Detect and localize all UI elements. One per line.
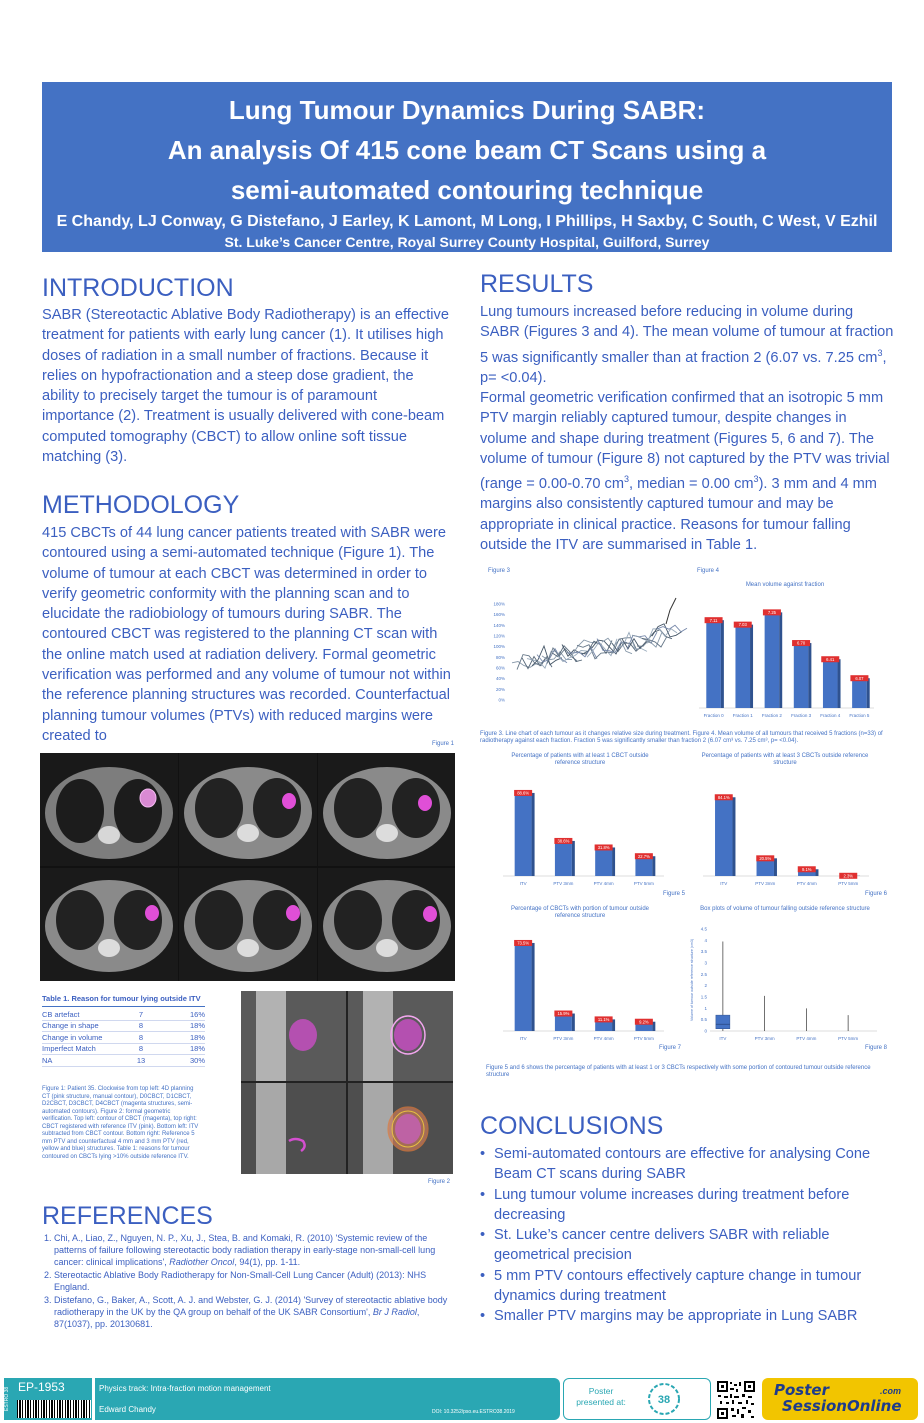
tick-label: PTV 5mm bbox=[838, 881, 859, 886]
methodology-heading: METHODOLOGY bbox=[42, 491, 240, 519]
poster-title-line-2: An analysis Of 415 cone beam CT Scans using a bbox=[167, 135, 767, 165]
y-tick-label: 160% bbox=[493, 612, 505, 618]
y-tick-label: 0 bbox=[704, 1028, 707, 1034]
tick-label: PTV 3mm bbox=[553, 881, 574, 886]
bar-side bbox=[808, 643, 811, 708]
footer-track: Physics track: Intra-fraction motion management bbox=[99, 1384, 271, 1393]
figure-1-label: Figure 1 bbox=[432, 741, 455, 747]
tick-label: PTV 4mm bbox=[796, 881, 817, 886]
y-tick-label: 100% bbox=[493, 644, 505, 650]
figure-3-lines bbox=[512, 598, 687, 670]
tumour-line bbox=[622, 639, 652, 649]
conclusion-item: • Semi-automated contours are effective for analysing Cone Beam CT scans during SABR bbox=[480, 1144, 900, 1185]
figure-6-title: Percentage of patients with at least 3 CBCTs outside reference structure bbox=[701, 753, 869, 766]
tick-label: ITV bbox=[719, 1036, 727, 1041]
estro-logo-icon bbox=[646, 1382, 682, 1416]
y-tick-label: 0% bbox=[498, 697, 505, 703]
conclusion-item: • Lung tumour volume increases during treatment before decreasing bbox=[480, 1185, 900, 1226]
tick-label: ITV bbox=[519, 1036, 527, 1041]
figure-2-verification-images bbox=[241, 991, 453, 1174]
y-tick-label: 120% bbox=[493, 633, 505, 639]
reference-item: 2. Stereotactic Ablative Body Radiotherapy for Non-Small-Cell Lung Cancer (Adult) (2013): NHS England. bbox=[54, 1269, 452, 1293]
poster-presented-box bbox=[563, 1378, 711, 1420]
reference-item: 3. Distefano, G., Baker, A., Scott, A. J. and Webster, G. J. (2014) 'Survey of stereotactic ablative body radiotherapy in the UK by the QA group on behalf of the UK SABR Consortium', Br J Radiol, 87(1037), pp. 20130681. bbox=[54, 1294, 452, 1330]
bar-side bbox=[732, 797, 735, 876]
data-label: 20.5% bbox=[759, 855, 772, 861]
data-label: 7.03 bbox=[738, 622, 747, 628]
data-label: 22.7% bbox=[637, 853, 650, 859]
bar bbox=[823, 657, 838, 708]
bar-side bbox=[750, 625, 753, 708]
y-tick-label: 40% bbox=[495, 676, 505, 682]
footer-doi: DOI: 10.3252/pso.eu.ESTRO38.2019 bbox=[432, 1409, 515, 1415]
conclusions-heading: CONCLUSIONS bbox=[480, 1112, 664, 1140]
footer-code-box bbox=[4, 1378, 92, 1420]
bar-side bbox=[532, 943, 535, 1031]
data-label: 6.07 bbox=[855, 675, 864, 681]
tick-label: PTV 4mm bbox=[593, 1036, 614, 1041]
y-tick-label: 60% bbox=[495, 665, 505, 671]
data-label: 7.25 bbox=[767, 609, 776, 615]
conclusions-list bbox=[480, 1144, 900, 1327]
data-label: 73.5% bbox=[517, 940, 530, 946]
y-tick-label: 1 bbox=[704, 1005, 707, 1011]
y-tick-label: 2 bbox=[704, 983, 707, 989]
introduction-text: SABR (Stereotactic Ablative Body Radiotherapy) is an effective treatment for patients with early lung cancer (1). It utilises high doses of radiation in a small number of fractions. Because it relies on hypofractionation and a steep dose gradient, the ability to precisely target the tumour is of paramount importance (2). Treatment is usually delivered with cone-beam computed tomography (CBCT) to allow online soft tissue matching (3). bbox=[42, 307, 449, 466]
y-tick-label: 2.5 bbox=[700, 971, 707, 977]
pso-logo-text-3: .com bbox=[880, 1386, 902, 1396]
conclusion-item: • Smaller PTV margins may be appropriate in Lung SABR bbox=[480, 1306, 900, 1326]
bar-side bbox=[838, 659, 841, 708]
footer-author: Edward Chandy bbox=[99, 1405, 156, 1414]
tick-label: Fraction 1 bbox=[732, 713, 753, 718]
tick-label: PTV 3mm bbox=[755, 881, 776, 886]
figure-2-label: Figure 2 bbox=[428, 1179, 451, 1185]
figure-3-4-caption: Figure 3. Line chart of each tumour as it changes relative size during treatment. Figure 4. Mean volume of all tumours that received 5 fractions (n=33) of radiotherapy against each fraction. Fraction 5 was significantly smaller than fraction 2 (6.07 cm³ vs. 7.25 cm³, p= <0.04). bbox=[480, 731, 883, 744]
data-label: 6.70 bbox=[797, 640, 806, 646]
bar-side bbox=[867, 678, 870, 708]
table-row: Imperfect Match 8 18% bbox=[42, 1044, 205, 1054]
figure-6-chart bbox=[695, 770, 875, 890]
figure-1-2-caption: Figure 1: Patient 35. Clockwise from top left: 4D planning CT (pink structure, manual contour), D0CBCT, D1CBCT, D2CBCT, D3CBCT, D4CBCT (magenta structures, semi-automated contours). Figure 2: formal geometric verification. Top left: contour of CBCT (magenta), top right: CBCT registered with reference ITV (pink). Bottom left: ITV subtracted from CBCT contour. Bottom right: Reference 5 mm PTV and counterfactual 4 mm and 3 mm PTV (red, yellow and blue) structures. Table 1: reasons for tumour contoured on CBCTs lying >10% outside reference ITV. bbox=[42, 1086, 199, 1160]
data-label: 9.1% bbox=[801, 866, 812, 872]
y-tick-label: 20% bbox=[495, 686, 505, 692]
results-text: Lung tumours increased before reducing in volume during SABR (Figures 3 and 4). The mean volume of tumour at fraction 5 was significantly smaller than at fraction 2 (6.07 vs. 7.25 $cm^3$, p= <0.04). Formal geometric verification confirmed that an isotropic 5 mm PTV margin reliably captured tumour, despite changes in volume and shape during treatment (Figures 5, 6 and 7). The volume of tumour (Figure 8) not captured by the PTV was trivial (range = 0.00-0.70 $cm^3$, median = 0.00 $cm^3$). 3 mm and 4 mm margins also consistently captured tumour and may be appropriate in clinical practice. Reasons for tumour falling outside the ITV are summarised in Table 1. bbox=[480, 304, 894, 553]
data-label: 6.41 bbox=[826, 656, 835, 662]
tick-label: PTV 4mm bbox=[593, 881, 614, 886]
tumour-line bbox=[652, 624, 682, 637]
references-heading: REFERENCES bbox=[42, 1202, 213, 1230]
figure-4-label: Figure 4 bbox=[697, 568, 720, 574]
figure-8-chart bbox=[688, 923, 883, 1045]
poster-header bbox=[42, 82, 892, 252]
y-tick-label: 180% bbox=[493, 601, 505, 607]
tick-label: ITV bbox=[519, 881, 527, 886]
figure-3-label: Figure 3 bbox=[488, 568, 511, 574]
bar-side bbox=[612, 847, 615, 876]
bar bbox=[515, 791, 532, 876]
figure-6-label: Figure 6 bbox=[865, 891, 888, 897]
conclusion-item: • 5 mm PTV contours effectively capture change in tumour dynamics during treatment bbox=[480, 1266, 900, 1307]
table-row: CB artefact 7 16% bbox=[42, 1009, 205, 1019]
table-1-title: Table 1. Reason for tumour lying outside ITV bbox=[42, 994, 205, 1007]
bar-side bbox=[774, 858, 777, 876]
bar bbox=[555, 839, 572, 876]
y-tick-label: 80% bbox=[495, 654, 505, 660]
bar bbox=[735, 623, 750, 708]
data-label: 9.2% bbox=[639, 1019, 649, 1025]
figure-5-6-caption: Figure 5 and 6 shows the percentage of patients with at least 1 or 3 CBCTs respectively with some portion of contoured tumour outside reference structure bbox=[486, 1065, 871, 1078]
tick-label: PTV 3mm bbox=[553, 1036, 574, 1041]
figure-7-label: Figure 7 bbox=[659, 1045, 682, 1051]
table-row: Change in shape 8 18% bbox=[42, 1021, 205, 1031]
tick-label: PTV 3mm bbox=[754, 1036, 775, 1041]
reference-item: 1. Chi, A., Liao, Z., Nguyen, N. P., Xu, J., Stea, B. and Komaki, R. (2010) 'Systemic review of the patterns of failure following stereotactic body radiation therapy in early-stage non-small-cell lung cancer: clinical implications', Radiother Oncol, 94(1), pp. 1-11. bbox=[54, 1232, 452, 1268]
tick-label: PTV 5mm bbox=[838, 1036, 859, 1041]
bar-side bbox=[779, 612, 782, 708]
figure-3-chart bbox=[480, 590, 690, 720]
poster-institution: St. Luke’s Cancer Centre, Royal Surrey County Hospital, Guilford, Surrey bbox=[224, 234, 710, 250]
data-label: 7.11 bbox=[709, 617, 718, 623]
bar bbox=[765, 610, 780, 708]
pso-logo-text-2: SessionOnline bbox=[782, 1397, 902, 1415]
barcode-icon bbox=[17, 1400, 91, 1418]
tumour-line bbox=[666, 598, 676, 624]
footer-track-box bbox=[95, 1378, 560, 1420]
table-row: NA 13 30% bbox=[42, 1055, 205, 1065]
figure-5-chart bbox=[495, 770, 670, 890]
tick-label: Fraction 0 bbox=[703, 713, 724, 718]
bar bbox=[715, 795, 732, 876]
tick-label: ITV bbox=[720, 881, 728, 886]
tick-label: PTV 4mm bbox=[796, 1036, 817, 1041]
figure-5-title: Percentage of patients with at least 1 CBCT outside reference structure bbox=[511, 753, 649, 766]
conclusion-item: • St. Luke’s cancer centre delivers SABR with reliable geometrical precision bbox=[480, 1225, 900, 1266]
tick-label: PTV 5mm bbox=[633, 1036, 654, 1041]
figure-8-title: Box plots of volume of tumour falling outside reference structure bbox=[700, 906, 870, 912]
y-tick-label: 140% bbox=[493, 622, 505, 628]
y-axis-label: Volume of tumour outside reference structure (cm3) bbox=[690, 938, 694, 1022]
pso-logo-text-1: Poster bbox=[774, 1381, 829, 1399]
figure-3-y-axis bbox=[493, 602, 505, 703]
qr-code-icon bbox=[716, 1380, 756, 1420]
data-label: 31.8% bbox=[597, 845, 610, 851]
tick-label: Fraction 3 bbox=[791, 713, 812, 718]
figure-4-title: Mean volume against fraction bbox=[745, 582, 825, 588]
table-1 bbox=[42, 994, 205, 1067]
postersessiononline-logo bbox=[762, 1378, 918, 1420]
tick-label: Fraction 2 bbox=[761, 713, 782, 718]
bar bbox=[706, 618, 721, 708]
results-heading: RESULTS bbox=[480, 270, 594, 298]
figure-7-chart bbox=[495, 923, 670, 1045]
bar-side bbox=[532, 793, 535, 876]
figure-7-title: Percentage of CBCTs with portion of tumour outside reference structure bbox=[510, 906, 650, 919]
data-label: 2.3% bbox=[843, 873, 854, 879]
table-row: Change in volume 8 18% bbox=[42, 1032, 205, 1042]
box bbox=[716, 1015, 730, 1029]
poster-presented-label: Poster presented at: bbox=[576, 1386, 626, 1407]
y-tick-label: 4.5 bbox=[700, 926, 707, 932]
footer-side-code: ESTRO 38 bbox=[4, 1386, 10, 1412]
data-label: 84.1% bbox=[717, 794, 730, 800]
poster-title-line-1: Lung Tumour Dynamics During SABR: bbox=[228, 95, 706, 125]
estro-logo-number: 38 bbox=[657, 1394, 671, 1406]
data-label: 11.1% bbox=[597, 1017, 610, 1023]
bar-side bbox=[721, 620, 724, 708]
figure-1-ct-images bbox=[40, 753, 455, 981]
y-tick-label: 4 bbox=[704, 937, 707, 943]
poster-authors: E Chandy, LJ Conway, G Distefano, J Earley, K Lamont, M Long, I Phillips, H Saxby, C South, C West, V Ezhil bbox=[56, 213, 878, 230]
y-tick-label: 3.5 bbox=[700, 949, 707, 955]
data-label: 88.6% bbox=[517, 790, 530, 796]
bar-side bbox=[572, 841, 575, 876]
bar-side bbox=[815, 869, 818, 876]
tick-label: Fraction 5 bbox=[849, 713, 870, 718]
figure-8-label: Figure 8 bbox=[865, 1045, 888, 1051]
data-label: 15.9% bbox=[557, 1011, 570, 1017]
y-tick-label: 0.5 bbox=[700, 1017, 707, 1023]
data-label: 38.6% bbox=[557, 838, 570, 844]
y-tick-label: 3 bbox=[704, 960, 707, 966]
poster-title-line-3: semi-automated contouring technique bbox=[230, 175, 704, 205]
footer-poster-code: EP-1953 bbox=[18, 1380, 65, 1394]
references-list bbox=[42, 1232, 452, 1331]
y-tick-label: 1.5 bbox=[700, 994, 707, 1000]
figure-5-label: Figure 5 bbox=[663, 891, 686, 897]
figure-4-chart bbox=[695, 592, 880, 722]
methodology-text: 415 CBCTs of 44 lung cancer patients treated with SABR were contoured using a semi-automated technique (Figure 1). The volume of tumour at each CBCT was determined in order to verify geometric conformity with the planning scan and to elucidate the radiobiology of tumours during SABR. The contoured CBCT was registered to the planning CT scan with the online match used at radiation delivery. Formal geometric verification was performed and any volume of tumour not within the reference planning structures was recorded. Counterfactual planning tumour volumes (PTVs) with reduced margins were created to bbox=[42, 525, 451, 744]
tick-label: Fraction 4 bbox=[820, 713, 841, 718]
tick-label: PTV 5mm bbox=[633, 881, 654, 886]
bar bbox=[515, 941, 532, 1031]
bar bbox=[794, 641, 809, 708]
introduction-heading: INTRODUCTION bbox=[42, 274, 234, 302]
